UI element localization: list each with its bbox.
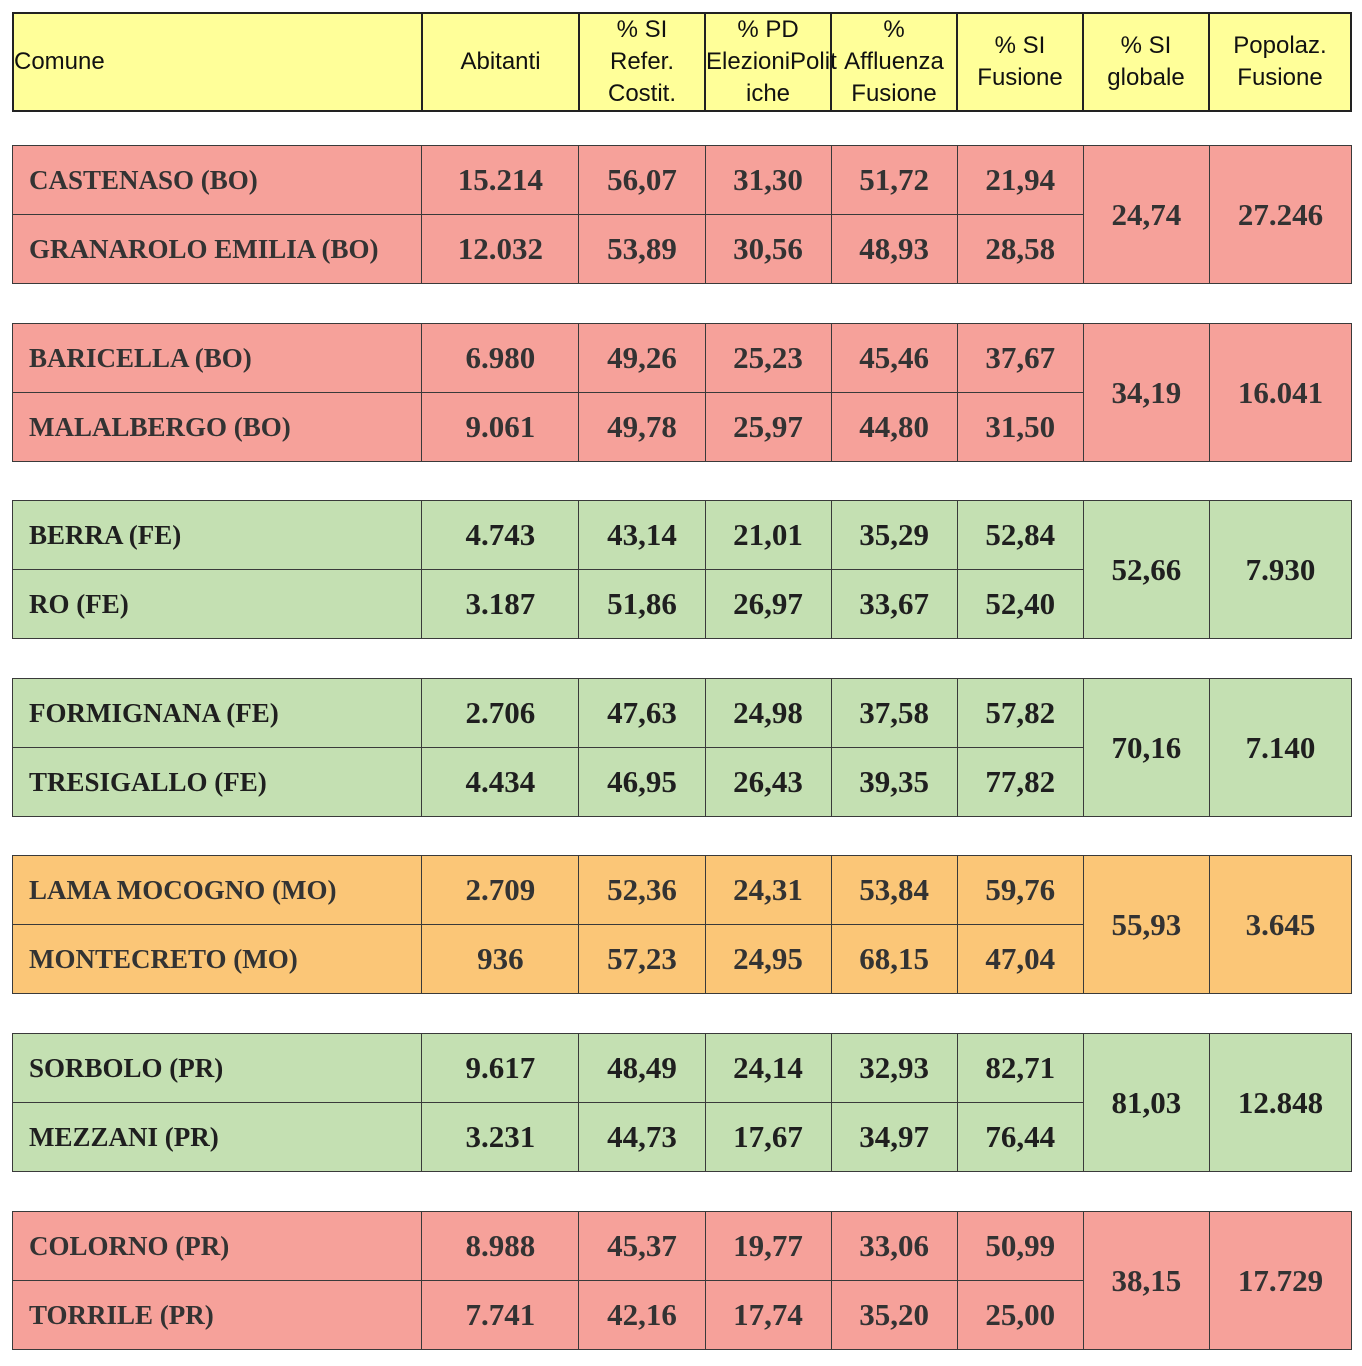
comune-cell: LAMA MOCOGNO (MO) [13, 856, 422, 925]
popolaz-cell: 7.140 [1209, 679, 1351, 817]
header-row [13, 13, 1351, 111]
table-row [13, 1034, 1352, 1103]
abitanti-cell: 936 [422, 925, 579, 994]
si-refer-cell: 53,89 [579, 215, 705, 284]
si-refer-cell: 42,16 [579, 1281, 705, 1350]
si-fusione-cell: 52,40 [957, 570, 1083, 639]
si-globale-cell: 34,19 [1083, 324, 1209, 462]
header-si-fusione [957, 13, 1083, 111]
abitanti-cell: 9.061 [422, 393, 579, 462]
table-row [13, 146, 1352, 215]
comune-cell: TORRILE (PR) [13, 1281, 422, 1350]
affluenza-cell: 51,72 [831, 146, 957, 215]
affluenza-cell: 39,35 [831, 748, 957, 817]
header-comune: Comune [13, 13, 422, 111]
affluenza-cell: 35,29 [831, 501, 957, 570]
si-refer-cell: 44,73 [579, 1103, 705, 1172]
abitanti-cell: 3.231 [422, 1103, 579, 1172]
header-si-refer-line-2: Refer. [609, 48, 675, 75]
affluenza-cell: 37,58 [831, 679, 957, 748]
popolaz-cell: 7.930 [1209, 501, 1351, 639]
comune-cell: BERRA (FE) [13, 501, 422, 570]
si-globale-cell: 55,93 [1083, 856, 1209, 994]
affluenza-cell: 48,93 [831, 215, 957, 284]
table-row [13, 324, 1352, 393]
si-fusione-cell: 57,82 [957, 679, 1083, 748]
si-fusione-cell: 28,58 [957, 215, 1083, 284]
si-refer-cell: 43,14 [579, 501, 705, 570]
header-pd-line-1: % PD [737, 16, 799, 43]
popolaz-cell: 16.041 [1209, 324, 1351, 462]
table-row [13, 679, 1352, 748]
comune-cell: MALALBERGO (BO) [13, 393, 422, 462]
header-si-refer-line-1: % SI [616, 16, 668, 43]
abitanti-cell: 7.741 [422, 1281, 579, 1350]
si-fusione-cell: 82,71 [957, 1034, 1083, 1103]
affluenza-cell: 33,06 [831, 1212, 957, 1281]
pd-cell: 24,95 [705, 925, 831, 994]
popolaz-cell: 3.645 [1209, 856, 1351, 994]
header-si-fusione-line-2: Fusione [977, 64, 1063, 91]
pd-cell: 26,43 [705, 748, 831, 817]
table-row [13, 501, 1352, 570]
header-table [12, 12, 1352, 112]
comune-cell: CASTENASO (BO) [13, 146, 422, 215]
header-si-fusione-line-1: % SI [994, 32, 1046, 59]
pd-cell: 26,97 [705, 570, 831, 639]
comune-cell: BARICELLA (BO) [13, 324, 422, 393]
si-globale-cell: 38,15 [1083, 1212, 1209, 1350]
abitanti-cell: 3.187 [422, 570, 579, 639]
si-refer-cell: 48,49 [579, 1034, 705, 1103]
si-fusione-cell: 59,76 [957, 856, 1083, 925]
affluenza-cell: 45,46 [831, 324, 957, 393]
si-globale-cell: 24,74 [1083, 146, 1209, 284]
si-refer-cell: 56,07 [579, 146, 705, 215]
si-fusione-cell: 77,82 [957, 748, 1083, 817]
si-fusione-cell: 37,67 [957, 324, 1083, 393]
abitanti-cell: 6.980 [422, 324, 579, 393]
si-globale-cell: 52,66 [1083, 501, 1209, 639]
fusion-group [12, 323, 1352, 462]
si-refer-cell: 49,26 [579, 324, 705, 393]
pd-cell: 24,98 [705, 679, 831, 748]
si-globale-cell: 70,16 [1083, 679, 1209, 817]
header-abitanti: Abitanti [422, 13, 579, 111]
affluenza-cell: 44,80 [831, 393, 957, 462]
si-fusione-cell: 50,99 [957, 1212, 1083, 1281]
header-si-globale [1083, 13, 1209, 111]
header-pd [705, 13, 837, 111]
pd-cell: 21,01 [705, 501, 831, 570]
header-affluenza-line-1: % [883, 16, 905, 43]
si-fusione-cell: 25,00 [957, 1281, 1083, 1350]
abitanti-cell: 4.434 [422, 748, 579, 817]
fusion-group [12, 1033, 1352, 1172]
si-refer-cell: 45,37 [579, 1212, 705, 1281]
header-si-globale-line-2: globale [1107, 64, 1185, 91]
fusion-group [12, 145, 1352, 284]
fusion-group [12, 855, 1352, 994]
fusion-group [12, 678, 1352, 817]
comune-cell: MONTECRETO (MO) [13, 925, 422, 994]
pd-cell: 17,74 [705, 1281, 831, 1350]
comune-cell: MEZZANI (PR) [13, 1103, 422, 1172]
header-si-refer [579, 13, 705, 111]
si-fusione-cell: 31,50 [957, 393, 1083, 462]
si-fusione-cell: 21,94 [957, 146, 1083, 215]
comune-cell: FORMIGNANA (FE) [13, 679, 422, 748]
si-refer-cell: 49,78 [579, 393, 705, 462]
affluenza-cell: 34,97 [831, 1103, 957, 1172]
comune-cell: RO (FE) [13, 570, 422, 639]
comune-cell: TRESIGALLO (FE) [13, 748, 422, 817]
table-row [13, 856, 1352, 925]
affluenza-cell: 33,67 [831, 570, 957, 639]
pd-cell: 17,67 [705, 1103, 831, 1172]
si-refer-cell: 46,95 [579, 748, 705, 817]
affluenza-cell: 35,20 [831, 1281, 957, 1350]
comune-cell: GRANAROLO EMILIA (BO) [13, 215, 422, 284]
abitanti-cell: 2.706 [422, 679, 579, 748]
abitanti-cell: 12.032 [422, 215, 579, 284]
pd-cell: 25,23 [705, 324, 831, 393]
si-refer-cell: 57,23 [579, 925, 705, 994]
pd-cell: 31,30 [705, 146, 831, 215]
header-si-globale-line-1: % SI [1120, 32, 1172, 59]
affluenza-cell: 68,15 [831, 925, 957, 994]
header-popolaz [1209, 13, 1351, 111]
comune-cell: SORBOLO (PR) [13, 1034, 422, 1103]
affluenza-cell: 32,93 [831, 1034, 957, 1103]
si-fusione-cell: 76,44 [957, 1103, 1083, 1172]
si-refer-cell: 47,63 [579, 679, 705, 748]
abitanti-cell: 4.743 [422, 501, 579, 570]
pd-cell: 19,77 [705, 1212, 831, 1281]
si-refer-cell: 52,36 [579, 856, 705, 925]
abitanti-cell: 2.709 [422, 856, 579, 925]
comune-cell: COLORNO (PR) [13, 1212, 422, 1281]
header-popolaz-line-2: Fusione [1237, 64, 1323, 91]
fusion-group [12, 500, 1352, 639]
header-affluenza-line-3: Fusione [851, 80, 937, 107]
pd-cell: 24,31 [705, 856, 831, 925]
table-row [13, 1212, 1352, 1281]
header-popolaz-line-1: Popolaz. [1233, 32, 1327, 59]
si-fusione-cell: 52,84 [957, 501, 1083, 570]
pd-cell: 24,14 [705, 1034, 831, 1103]
abitanti-cell: 15.214 [422, 146, 579, 215]
fusion-group [12, 1211, 1352, 1350]
popolaz-cell: 12.848 [1209, 1034, 1351, 1172]
header-affluenza [831, 13, 957, 111]
pd-cell: 25,97 [705, 393, 831, 462]
abitanti-cell: 8.988 [422, 1212, 579, 1281]
si-globale-cell: 81,03 [1083, 1034, 1209, 1172]
popolaz-cell: 27.246 [1209, 146, 1351, 284]
abitanti-cell: 9.617 [422, 1034, 579, 1103]
header-si-refer-line-3: Costit. [607, 80, 676, 107]
popolaz-cell: 17.729 [1209, 1212, 1351, 1350]
header-pd-line-2: ElezioniPolit [706, 48, 837, 75]
affluenza-cell: 53,84 [831, 856, 957, 925]
si-refer-cell: 51,86 [579, 570, 705, 639]
si-fusione-cell: 47,04 [957, 925, 1083, 994]
header-pd-line-3: iche [745, 80, 791, 107]
header-affluenza-line-2: Affluenza [844, 48, 944, 75]
pd-cell: 30,56 [705, 215, 831, 284]
